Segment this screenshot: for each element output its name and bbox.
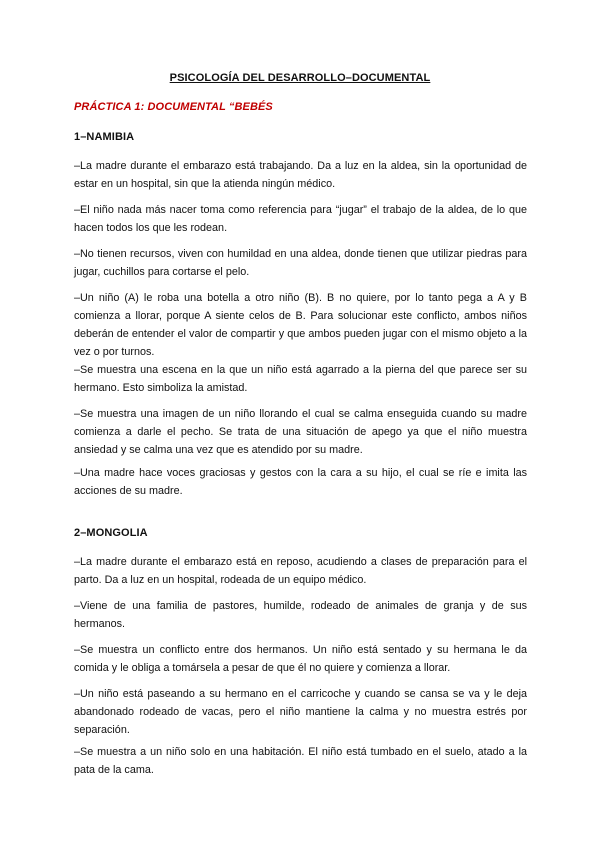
paragraph: –La madre durante el embarazo está trabajando. Da a luz en la aldea, sin la oportunidad de estar en un hospital, sin que la atienda ningún médico. (74, 160, 527, 190)
paragraph: –Se muestra a un niño solo en una habitación. El niño está tumbado en el suelo, atado a la pata de la cama. (74, 746, 527, 776)
document-title: PSICOLOGÍA DEL DESARROLLO–DOCUMENTAL (169, 72, 431, 84)
paragraph: –Se muestra un conflicto entre dos hermanos. Un niño está sentado y su hermana le da comida y le obliga a tomársela a pesar de que él no quiere y comienza a llorar. (74, 644, 527, 674)
paragraph: –Una madre hace voces graciosas y gestos con la cara a su hijo, el cual se ríe e imita las acciones de su madre. (74, 467, 527, 497)
paragraph: –Se muestra una imagen de un niño llorando el cual se calma enseguida cuando su madre comienza a darle el pecho. Se trata de una situación de apego ya que el niño muestra ansiedad y se calma una vez que es atendido por su madre. (74, 408, 527, 456)
practice-title: PRÁCTICA 1: DOCUMENTAL “BEBÉS (74, 101, 273, 113)
section-heading-mongolia: 2–MONGOLIA (74, 527, 148, 539)
paragraph: –No tienen recursos, viven con humildad en una aldea, donde tienen que utilizar piedras para jugar, cuchillos para cortarse el pelo. (74, 248, 527, 278)
paragraph: –El niño nada más nacer toma como referencia para “jugar” el trabajo de la aldea, de lo que hacen todos los que les rodean. (74, 204, 527, 234)
paragraph: –Un niño está paseando a su hermano en el carricoche y cuando se cansa se va y le deja abandonado rodeado de vacas, pero el niño mantiene la calma y no muestra estrés por separación. (74, 688, 527, 736)
paragraph: –La madre durante el embarazo está en reposo, acudiendo a clases de preparación para el parto. Da a luz en un hospital, rodeada de un equipo médico. (74, 556, 527, 586)
section-heading-namibia: 1–NAMIBIA (74, 131, 135, 143)
paragraph: –Viene de una familia de pastores, humilde, rodeado de animales de granja y de sus hermanos. (74, 600, 527, 630)
paragraph: –Un niño (A) le roba una botella a otro niño (B). B no quiere, por lo tanto pega a A y B comienza a llorar, porque A siente celos de B. Para solucionar este conflicto, ambos niños deberán de entender el valor de compartir y que ambos pueden jugar con el mismo objeto a la vez o por turnos. (74, 292, 527, 358)
paragraph: –Se muestra una escena en la que un niño está agarrado a la pierna del que parece ser su hermano. Esto simboliza la amistad. (74, 364, 527, 394)
